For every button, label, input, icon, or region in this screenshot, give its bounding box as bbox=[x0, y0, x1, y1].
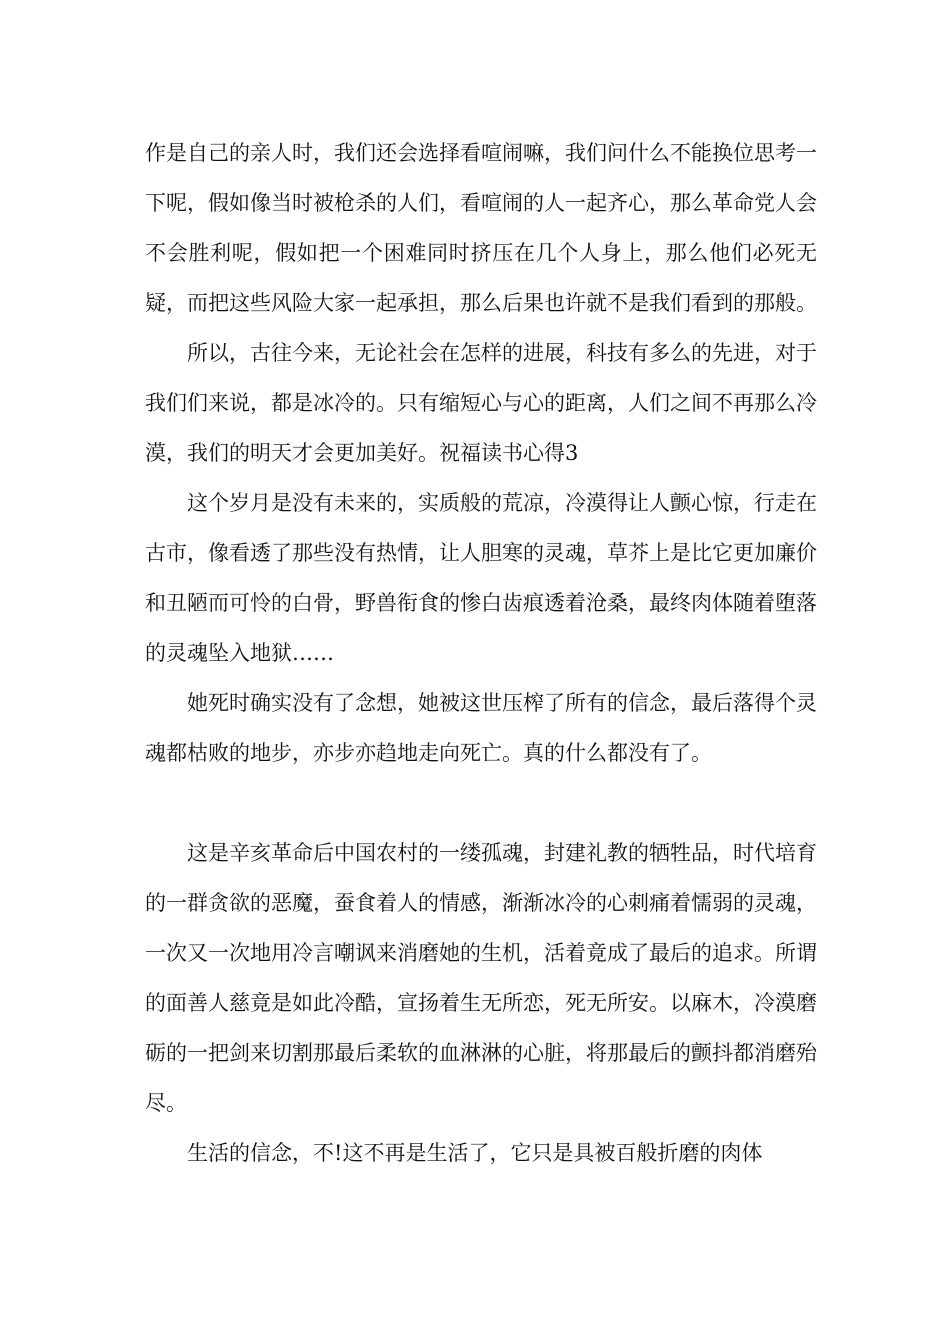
paragraph-conclusion: 所以，古往今来，无论社会在怎样的进展，科技有多么的先进，对于我们们来说，都是冰冷的。只有缩短心与心的距离，人们之间不再那么冷漠，我们的明天才会更加美好。祝福读书心得3 bbox=[145, 341, 817, 465]
document-body bbox=[145, 128, 817, 1178]
paragraph-lonely-soul: 这是辛亥革命后中国农村的一缕孤魂，封建礼教的牺牲品，时代培育的一群贪欲的恶魔，蚕食着人的情感，渐渐冰冷的心刺痛着懦弱的灵魂，一次又一次地用冷言嘲讽来消磨她的生机，活着竟成了最后的追求。所谓的面善人慈竟是如此冷酷，宣扬着生无所恋，死无所安。以麻木，冷漠磨砺的一把剑来切割那最后柔软的血淋淋的心脏，将那最后的颤抖都消磨殆尽。 bbox=[145, 841, 817, 1115]
paragraph-her-death: 她死时确实没有了念想，她被这世压榨了所有的信念，最后落得个灵魂都枯败的地步，亦步亦趋地走向死亡。真的什么都没有了。 bbox=[145, 691, 817, 765]
paragraph-era-desolation: 这个岁月是没有未来的，实质般的荒凉，冷漠得让人颤心惊，行走在古市，像看透了那些没有热情，让人胆寒的灵魂，草芥上是比它更加廉价和丑陋而可怜的白骨，野兽衔食的惨白齿痕透着沧桑，最终肉体随着堕落的灵魂坠入地狱…… bbox=[145, 491, 817, 665]
paragraph-continued: 作是自己的亲人时，我们还会选择看喧闹嘛，我们问什么不能换位思考一下呢，假如像当时被枪杀的人们，看喧闹的人一起齐心，那么革命党人会不会胜利呢，假如把一个困难同时挤压在几个人身上，那么他们必死无疑，而把这些风险大家一起承担，那么后果也许就不是我们看到的那般。 bbox=[145, 141, 817, 315]
paragraph-belief-of-life: 生活的信念，不!这不再是生活了，它只是具被百般折磨的肉体 bbox=[187, 1141, 763, 1165]
